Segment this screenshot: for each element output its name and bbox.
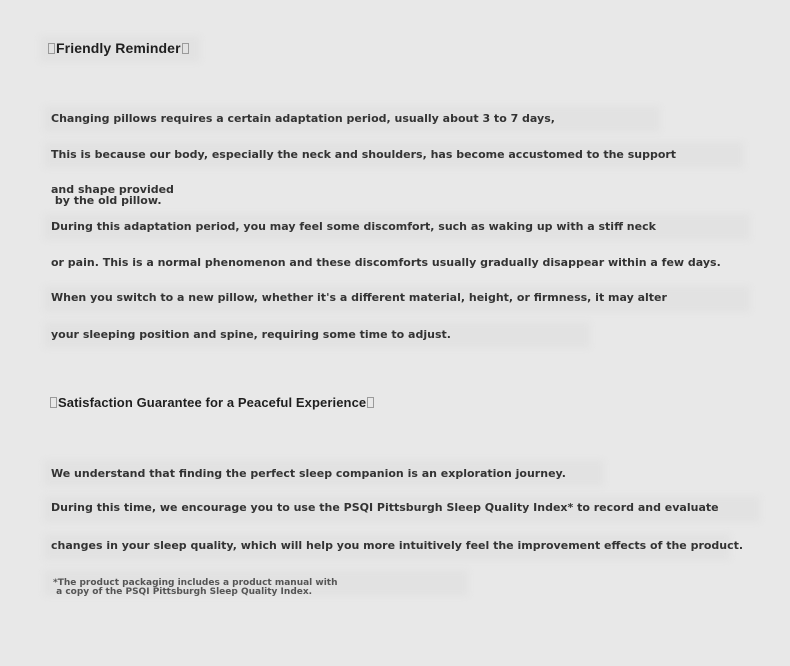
bracket-glyph: [182, 43, 189, 54]
footnote-line: a copy of the PSQI Pittsburgh Sleep Quality Index.: [53, 587, 313, 597]
reminder-line: During this adaptation period, you may feel some discomfort, such as waking up with a stiff neck: [51, 220, 656, 233]
reminder-line: and shape provided: [51, 183, 174, 196]
reminder-line: When you switch to a new pillow, whether it's a different material, height, or firmness, it may alter: [51, 291, 667, 304]
bracket-glyph: [367, 397, 374, 408]
reminder-line: Changing pillows requires a certain adaptation period, usually about 3 to 7 days,: [51, 112, 555, 125]
guarantee-line: We understand that finding the perfect sleep companion is an exploration journey.: [51, 467, 566, 480]
guarantee-line: changes in your sleep quality, which will help you more intuitively feel the improvement effects of the product.: [51, 539, 744, 552]
reminder-line: your sleeping position and spine, requiring some time to adjust.: [51, 328, 451, 341]
bracket-glyph: [48, 43, 55, 54]
guarantee-line: During this time, we encourage you to use the PSQI Pittsburgh Sleep Quality Index* to record and evaluate: [51, 501, 719, 514]
satisfaction-guarantee-title: Satisfaction Guarantee for a Peaceful Experience: [58, 395, 367, 410]
reminder-line: or pain. This is a normal phenomenon and these discomforts usually gradually disappear within a few days.: [51, 256, 721, 269]
footnote-line: *The product packaging includes a product manual with: [53, 578, 338, 588]
satisfaction-guarantee-heading: [49, 395, 375, 410]
friendly-reminder-title: Friendly Reminder: [56, 40, 181, 56]
friendly-reminder-heading: [47, 40, 190, 56]
reminder-line: by the old pillow.: [51, 194, 162, 207]
reminder-line: This is because our body, especially the neck and shoulders, has become accustomed to the support: [51, 148, 677, 161]
bracket-glyph: [50, 397, 57, 408]
